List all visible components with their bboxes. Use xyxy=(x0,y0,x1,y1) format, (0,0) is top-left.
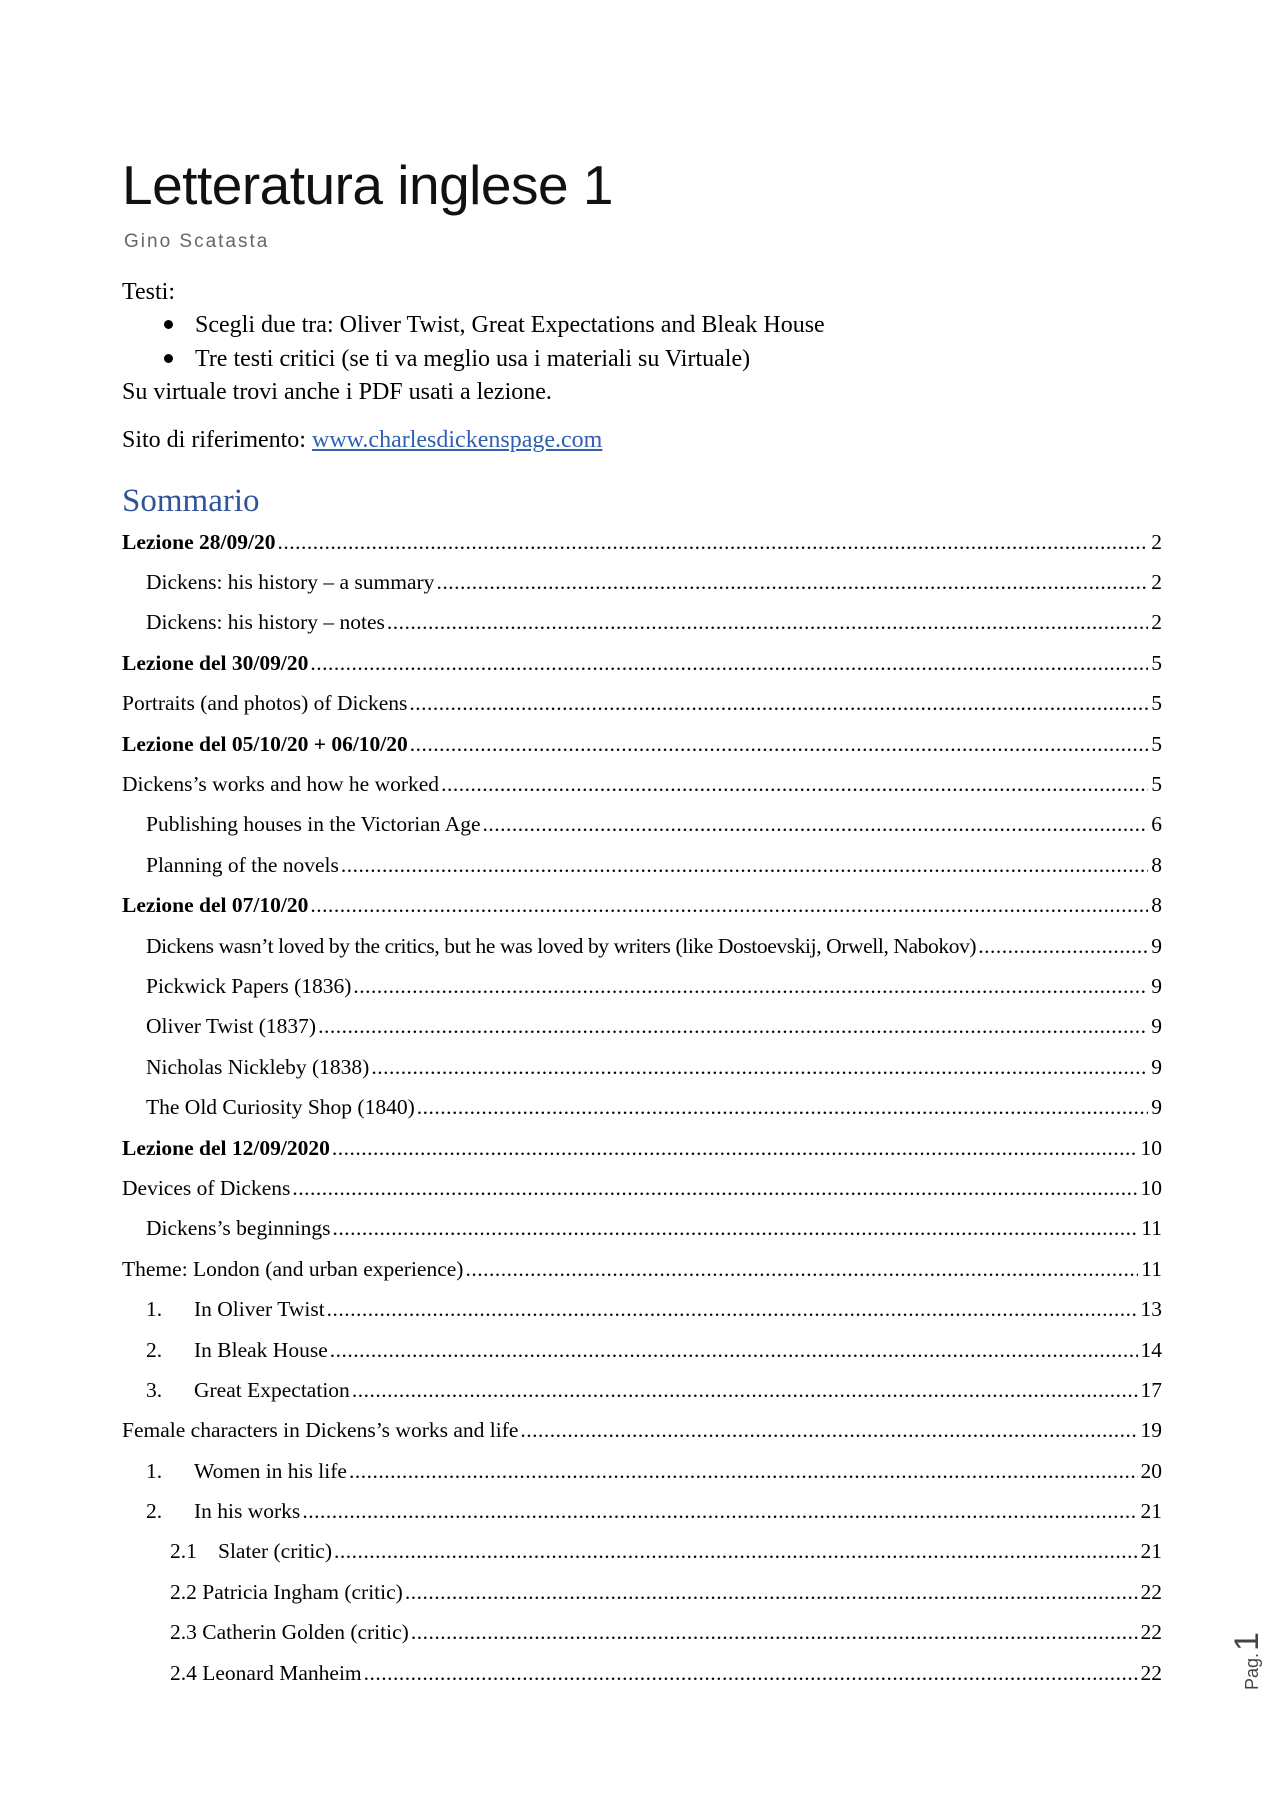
bullet-dot-icon xyxy=(164,354,173,363)
toc-entry[interactable]: Female characters in Dickens’s works and life ..... 19 xyxy=(122,1411,1162,1451)
page-number-marker xyxy=(1228,1632,1267,1690)
toc-entry[interactable]: Dickens: his history – a summary ..... 2 xyxy=(122,562,1162,602)
toc-entry[interactable]: Dickens: his history – notes ..... 2 xyxy=(122,603,1162,643)
bullet-text-2: Tre testi critici (se ti va meglio usa i materiali su Virtuale) xyxy=(195,346,751,372)
toc-entry[interactable]: Lezione del 30/09/20 ..... 5 xyxy=(122,643,1162,683)
testi-label: Testi: xyxy=(122,279,175,305)
virtuale-note: Su virtuale trovi anche i PDF usati a lezione. xyxy=(122,379,552,405)
site-link[interactable]: www.charlesdickenspage.com xyxy=(311,427,603,453)
toc-entry[interactable]: 2.1 Slater (critic) ..... 21 xyxy=(122,1532,1162,1572)
toc-entry[interactable]: Oliver Twist (1837) ..... 9 xyxy=(122,1007,1162,1047)
table-of-contents xyxy=(122,522,1162,1693)
toc-entry[interactable]: Planning of the novels ..... 8 xyxy=(122,845,1162,885)
toc-entry[interactable]: Lezione del 12/09/2020 ..... 10 xyxy=(122,1128,1162,1168)
toc-entry[interactable]: 1. In Oliver Twist ..... 13 xyxy=(122,1289,1162,1329)
toc-entry[interactable]: Nicholas Nickleby (1838) ..... 9 xyxy=(122,1047,1162,1087)
toc-entry[interactable]: Publishing houses in the Victorian Age ..... 6 xyxy=(122,805,1162,845)
toc-entry[interactable]: Lezione 28/09/20 ..... 2 xyxy=(122,522,1162,562)
document-title: Letteratura inglese 1 xyxy=(122,154,613,216)
document-author: Gino Scatasta xyxy=(124,231,270,252)
bullet-text-1: Scegli due tra: Oliver Twist, Great Expectations and Bleak House xyxy=(195,312,825,338)
toc-entry[interactable]: Dickens’s works and how he worked ..... 5 xyxy=(122,764,1162,804)
toc-entry[interactable]: 2.4 Leonard Manheim ..... 22 xyxy=(122,1653,1162,1693)
toc-entry[interactable]: Theme: London (and urban experience) ..... 11 xyxy=(122,1249,1162,1289)
toc-entry[interactable]: 1. Women in his life ..... 20 xyxy=(122,1451,1162,1491)
toc-entry[interactable]: Portraits (and photos) of Dickens ..... 5 xyxy=(122,684,1162,724)
toc-entry[interactable]: 3. Great Expectation ..... 17 xyxy=(122,1370,1162,1410)
toc-entry[interactable]: The Old Curiosity Shop (1840) ..... 9 xyxy=(122,1087,1162,1127)
toc-heading: Sommario xyxy=(122,483,260,519)
toc-entry[interactable]: Pickwick Papers (1836) ..... 9 xyxy=(122,966,1162,1006)
page-label: Pag. xyxy=(1242,1652,1262,1690)
page-number: 1 xyxy=(1228,1632,1266,1651)
toc-entry[interactable]: Lezione del 07/10/20 ..... 8 xyxy=(122,886,1162,926)
site-label: Sito di riferimento: xyxy=(122,427,312,453)
bullet-item-1 xyxy=(164,313,825,337)
toc-entry[interactable]: Dickens wasn’t loved by the critics, but he was loved by writers (like Dostoevskij, Orwell, Nabokov) ..... 9 xyxy=(122,926,1162,966)
site-line xyxy=(122,428,602,452)
toc-entry[interactable]: 2. In Bleak House ..... 14 xyxy=(122,1330,1162,1370)
toc-entry[interactable]: 2.2 Patricia Ingham (critic) ..... 22 xyxy=(122,1572,1162,1612)
toc-entry[interactable]: 2. In his works ..... 21 xyxy=(122,1491,1162,1531)
toc-entry[interactable]: Devices of Dickens ..... 10 xyxy=(122,1168,1162,1208)
bullet-dot-icon xyxy=(164,320,173,329)
bullet-item-2 xyxy=(164,347,750,371)
toc-entry[interactable]: Dickens’s beginnings ..... 11 xyxy=(122,1209,1162,1249)
toc-entry[interactable]: 2.3 Catherin Golden (critic) ..... 22 xyxy=(122,1613,1162,1653)
toc-entry[interactable]: Lezione del 05/10/20 + 06/10/20 ..... 5 xyxy=(122,724,1162,764)
